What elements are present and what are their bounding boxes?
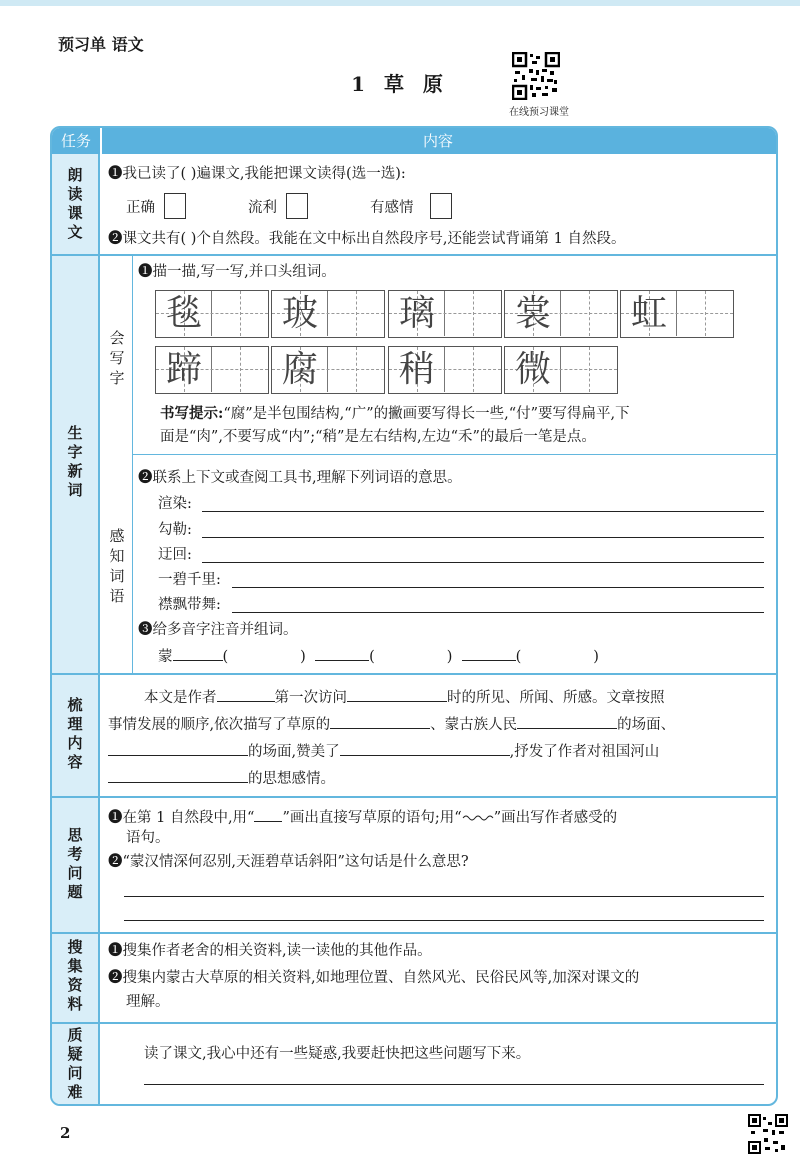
- term-label: 渲染:: [158, 496, 192, 512]
- label-thinking: 思 考 问 题: [67, 826, 83, 901]
- answer-line[interactable]: [124, 920, 764, 921]
- answer-line[interactable]: [202, 562, 764, 563]
- term-label: 襟飘带舞:: [158, 597, 221, 613]
- thinking-question-2: ❷“蒙汉情深何忍别,天涯碧草话斜阳”这句话是什么意思?: [108, 854, 469, 870]
- sub-column-divider: [132, 254, 133, 673]
- thinking-question-1: ❶在第 1 自然段中,用“ ”画出直接写草原的语句;用“ ”画出写作者感受的: [108, 806, 617, 828]
- answer-line[interactable]: [124, 896, 764, 897]
- answer-line[interactable]: [144, 1084, 764, 1085]
- preview-table: [50, 126, 778, 1106]
- char-sample: 玻: [281, 293, 318, 334]
- straight-line-mark: [254, 806, 282, 822]
- reading-question-1: ❶我已读了( )遍课文,我能把课文读得(选一选):: [108, 166, 406, 182]
- writing-tip-line-2: 面是“肉”,不要写成“内”;“稍”是左右结构,左边“禾”的最后一笔是点。: [160, 429, 596, 445]
- polyphone-instruction: ❸给多音字注音并组词。: [138, 622, 298, 638]
- sub-row-divider: [132, 454, 776, 455]
- option-fluent-checkbox[interactable]: [286, 193, 308, 219]
- pinyin-blank[interactable]: [315, 645, 369, 661]
- char-cell[interactable]: [388, 290, 502, 338]
- option-emotion-checkbox[interactable]: [430, 193, 452, 219]
- word-meaning-instruction: ❷联系上下文或查阅工具书,理解下列词语的意思。: [138, 470, 462, 486]
- char-sample: 稍: [398, 349, 435, 390]
- option-emotion-label: 有感情: [370, 200, 414, 216]
- char-sample: 蹄: [165, 349, 202, 390]
- summary-line-4: 的思想感情。: [108, 767, 335, 789]
- summary-line-3: 的场面,赞美了 ,抒发了作者对祖国河山: [108, 740, 659, 762]
- qr-code-icon[interactable]: [512, 52, 560, 100]
- qr-code-icon[interactable]: [748, 1114, 788, 1154]
- char-cell[interactable]: [271, 346, 385, 394]
- char-cell[interactable]: [504, 346, 618, 394]
- term-label: 迂回:: [158, 547, 192, 563]
- row-divider: [52, 1022, 776, 1024]
- doubts-prompt: 读了课文,我心中还有一些疑惑,我要赶快把这些问题写下来。: [144, 1046, 531, 1062]
- summary-line-2: 事情发展的顺序,依次描写了草原的 、蒙古族人民 的场面、: [108, 713, 675, 735]
- answer-line[interactable]: [232, 587, 764, 588]
- option-correct-label: 正确: [126, 200, 155, 216]
- polyphone-row: 蒙 ( ) ( ) ( ): [158, 645, 599, 667]
- label-collect: 搜 集 资 料: [67, 938, 83, 1013]
- thinking-question-1-cont: 语句。: [126, 830, 170, 846]
- pinyin-blank[interactable]: [173, 645, 223, 661]
- term-label: 一碧千里:: [158, 572, 221, 588]
- header-task: 任务: [60, 132, 91, 150]
- label-reading: 朗 读 课 文: [67, 166, 83, 241]
- option-fluent-label: 流利: [248, 200, 277, 216]
- wavy-line-mark: [462, 808, 494, 828]
- top-bar: [0, 0, 800, 6]
- char-sample: 毯: [165, 293, 202, 334]
- char-cell[interactable]: [155, 290, 269, 338]
- table-header: [52, 128, 776, 154]
- label-doubts: 质 疑 问 难: [67, 1026, 83, 1101]
- char-cell[interactable]: [388, 346, 502, 394]
- row-divider: [52, 796, 776, 798]
- char-cell[interactable]: [155, 346, 269, 394]
- row-divider: [52, 254, 776, 256]
- char-sample: 微: [514, 349, 551, 390]
- collect-item-1: ❶搜集作者老舍的相关资料,读一读他的其他作品。: [108, 943, 432, 959]
- writing-tip-line-1: 书写提示:“腐”是半包围结构,“广”的撇画要写得长一些,“付”要写得扁平,下: [160, 405, 630, 422]
- summary-line-1: 本文是作者 第一次访问 时的所见、所闻、所感。文章按照: [144, 686, 665, 708]
- page-number: 2: [60, 1124, 71, 1142]
- pinyin-blank[interactable]: [462, 645, 516, 661]
- char-sample: 腐: [281, 349, 318, 390]
- header-content: 内容: [422, 132, 453, 150]
- char-cell[interactable]: [271, 290, 385, 338]
- collect-item-2: ❷搜集内蒙古大草原的相关资料,如地理位置、自然风光、民俗民风等,加深对课文的: [108, 970, 640, 986]
- label-write-chars: 会 写 字: [109, 329, 125, 387]
- qr-caption: 在线预习课堂: [509, 107, 569, 118]
- polyphone-char: 蒙: [158, 649, 173, 665]
- answer-line[interactable]: [202, 537, 764, 538]
- char-sample: 璃: [398, 293, 435, 334]
- writing-tip-title: 书写提示:: [160, 405, 224, 422]
- row-divider: [52, 673, 776, 675]
- answer-line[interactable]: [202, 511, 764, 512]
- label-new-words: 生 字 新 词: [67, 424, 83, 499]
- row-divider: [52, 932, 776, 934]
- label-word-meaning: 感 知 词 语: [109, 527, 125, 605]
- write-instruction: ❶描一描,写一写,并口头组词。: [138, 264, 336, 280]
- answer-line[interactable]: [232, 612, 764, 613]
- char-cell[interactable]: [620, 290, 734, 338]
- term-label: 勾勒:: [158, 522, 192, 538]
- label-summary: 梳 理 内 容: [67, 696, 83, 771]
- option-correct-checkbox[interactable]: [164, 193, 186, 219]
- char-cell[interactable]: [504, 290, 618, 338]
- reading-question-2: ❷课文共有( )个自然段。我能在文中标出自然段序号,还能尝试背诵第 1 自然段。: [108, 231, 626, 247]
- char-sample: 虹: [630, 293, 667, 334]
- collect-item-2-cont: 理解。: [126, 994, 170, 1010]
- char-sample: 裳: [514, 293, 551, 334]
- book-header: 预习单 语文: [58, 35, 144, 54]
- lesson-title: 1 草 原: [351, 72, 449, 96]
